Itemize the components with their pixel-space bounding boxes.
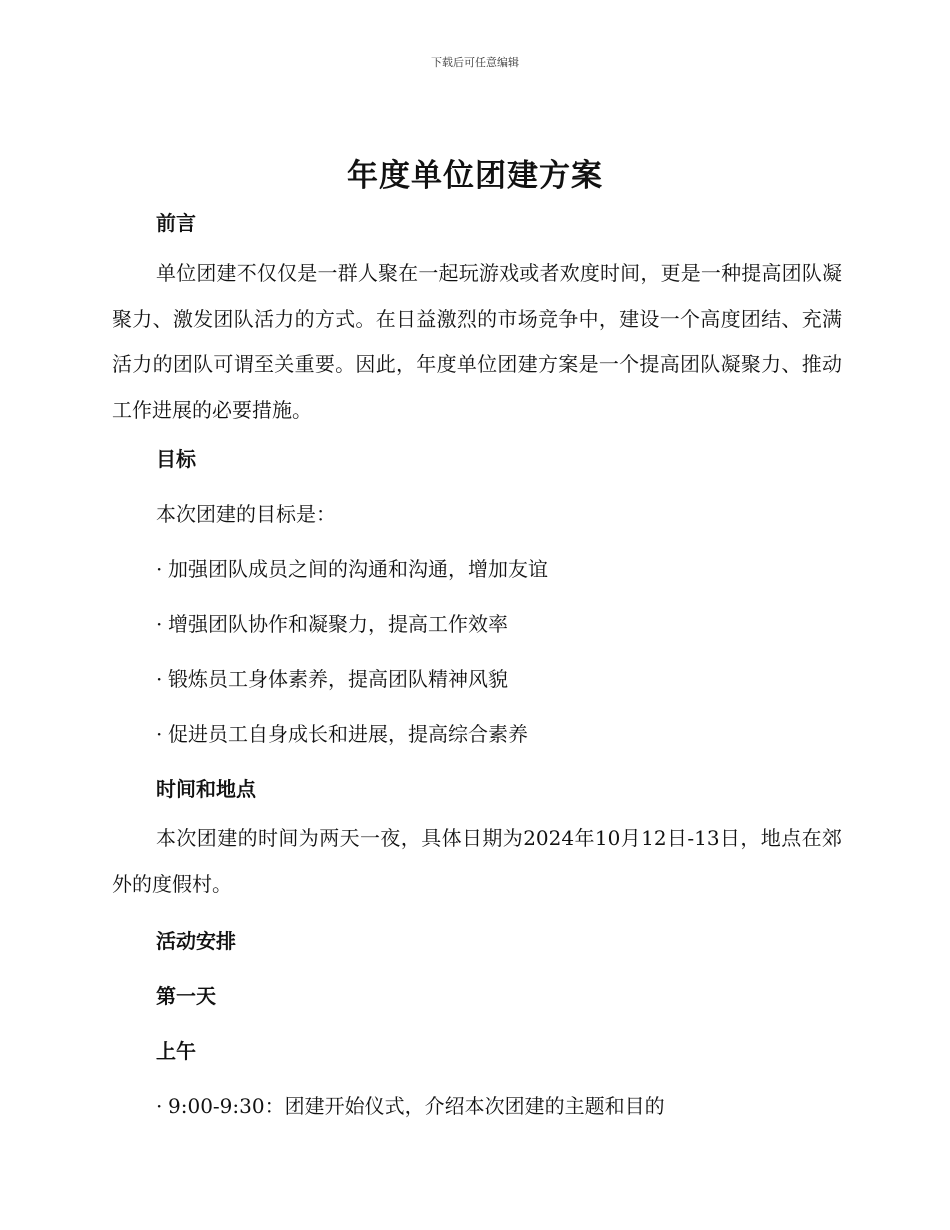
goal-item-4 xyxy=(156,718,528,747)
subheading-morning: 上午 xyxy=(156,1039,196,1063)
goal-item-3 xyxy=(156,663,508,692)
schedule-item-text: 9:00-9:30：团建开始仪式，介绍本次团建的主题和目的 xyxy=(168,1094,665,1118)
time-place-paragraph: 本次团建的时间为两天一夜，具体日期为2024年10月12日-13日，地点在郊外的度假村。 xyxy=(112,826,842,896)
preface-paragraph: 单位团建不仅仅是一群人聚在一起玩游戏或者欢度时间，更是一种提高团队凝聚力、激发团队活力的方式。在日益激烈的市场竞争中，建设一个高度团结、充满活力的团队可谓至关重要。因此，年度单位团建方案是一个提高团队凝聚力、推动工作进展的必要措施。 xyxy=(112,261,842,422)
section-heading-time-place: 时间和地点 xyxy=(156,777,256,801)
goal-item-text: 促进员工自身成长和进展，提高综合素养 xyxy=(168,722,528,746)
bullet-dot-icon: · xyxy=(156,557,163,581)
goal-item-2 xyxy=(156,608,508,637)
goals-intro: 本次团建的目标是： xyxy=(156,502,336,526)
goal-item-text: 加强团队成员之间的沟通和沟通，增加友谊 xyxy=(168,557,548,581)
section-heading-schedule: 活动安排 xyxy=(156,929,236,953)
bullet-dot-icon: · xyxy=(156,612,163,636)
goal-item-text: 锻炼员工身体素养，提高团队精神风貌 xyxy=(168,667,508,691)
goal-item-text: 增强团队协作和凝聚力，提高工作效率 xyxy=(168,612,508,636)
section-heading-preface: 前言 xyxy=(156,211,196,235)
page-header-note: 下载后可任意编辑 xyxy=(431,56,519,69)
bullet-dot-icon: · xyxy=(156,722,163,746)
section-heading-goals: 目标 xyxy=(156,447,196,471)
bullet-dot-icon: · xyxy=(156,1094,163,1118)
goal-item-1 xyxy=(156,553,548,582)
bullet-dot-icon: · xyxy=(156,667,163,691)
document-title: 年度单位团建方案 xyxy=(347,158,603,194)
schedule-item-1 xyxy=(156,1090,665,1119)
subheading-day1: 第一天 xyxy=(156,984,216,1008)
